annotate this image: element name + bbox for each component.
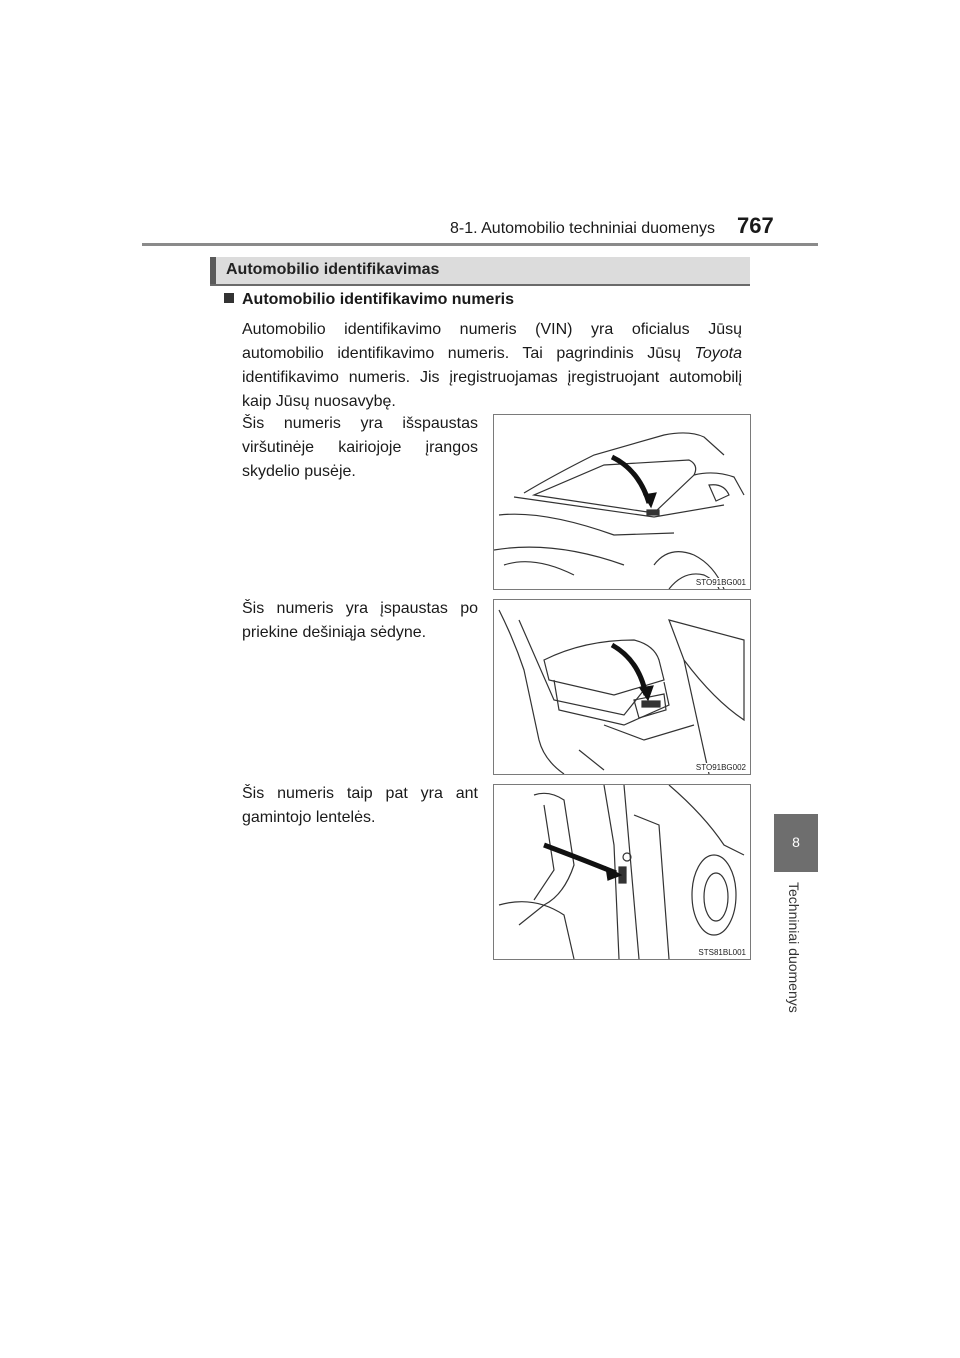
figure-dashboard-vin: [493, 414, 751, 590]
chapter-label: Techniniai duomenys: [786, 882, 802, 1013]
brand-name: Toyota: [694, 345, 742, 362]
figure-code-3: STS81BL001: [698, 948, 746, 957]
illustration-door-pillar: [494, 785, 750, 959]
section-title-bar: [210, 257, 750, 286]
header-rule: [142, 243, 818, 246]
figure-code-2: STO91BG002: [695, 763, 746, 772]
chapter-number: 8: [792, 834, 800, 850]
subheading-text: Automobilio identifikavimo numeris: [242, 291, 515, 308]
chapter-tab: [774, 814, 818, 872]
intro-text-1: Automobilio identifikavimo numeris (VIN) yra oficialus Jūsų automobilio identifikavimo numeris. Tai pagrindinis Jūsų: [242, 321, 742, 362]
item-1-text: Šis numeris yra išspaustas viršutinėje kairiojoje įrangos skydelio pusėje.: [242, 415, 478, 480]
bullet-square-icon: [224, 293, 234, 303]
figure-label-vin: [493, 784, 751, 960]
page-number: 767: [737, 213, 774, 238]
illustration-front-seat: [494, 600, 750, 774]
item-3-text: Šis numeris taip pat yra ant gamintojo lentelės.: [242, 785, 478, 826]
figure-code-1: STO91BG001: [695, 578, 746, 587]
running-header: 8-1. Automobilio techniniai duomenys: [450, 220, 716, 237]
subheading: [224, 291, 514, 309]
section-accent: [210, 257, 216, 284]
figure-seat-vin: [493, 599, 751, 775]
item-2-text: Šis numeris yra įspaustas po priekine dešiniąja sėdyne.: [242, 600, 478, 641]
intro-text-2: identifikavimo numeris. Jis įregistruojamas įregistruojant automobilį kaip Jūsų nuosavybę.: [242, 369, 742, 410]
section-title: Automobilio identifikavimas: [226, 261, 440, 278]
illustration-windshield: [494, 415, 750, 589]
intro-paragraph: [242, 318, 742, 414]
